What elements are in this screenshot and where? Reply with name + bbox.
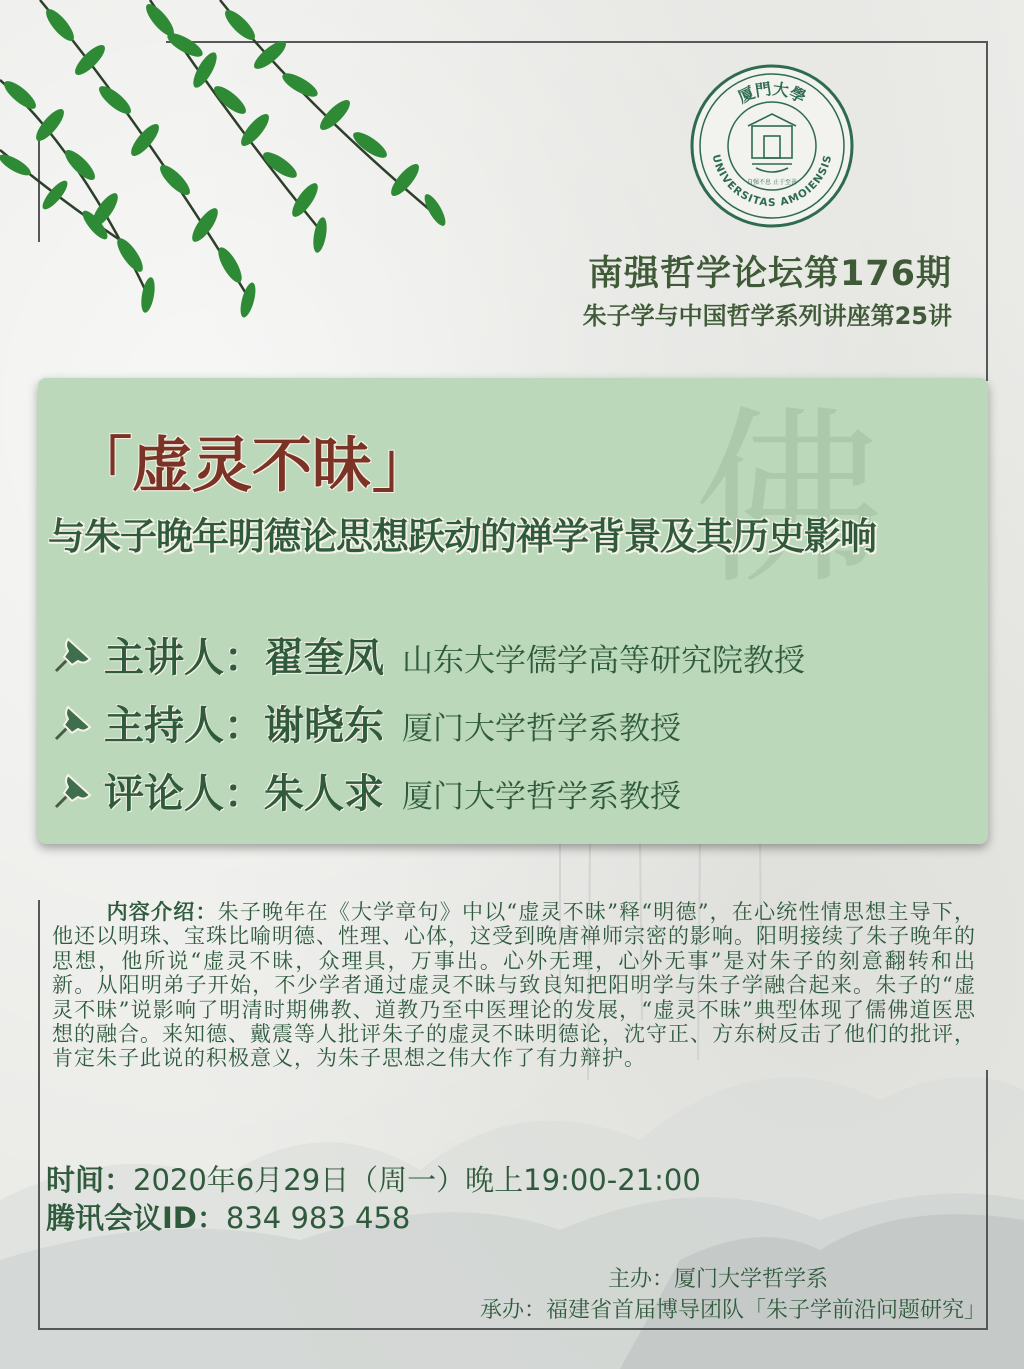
host-role-label: 主持人：	[104, 703, 264, 749]
commentator-name: 朱人求	[264, 771, 384, 817]
host-name: 谢晓东	[264, 703, 384, 749]
time-value: 2020年6月29日（周一）晚上19:00-21:00	[133, 1163, 701, 1197]
meeting-id-value: 834 983 458	[225, 1201, 411, 1235]
frame-right-line-lower	[986, 1070, 988, 1330]
meeting-id	[46, 1196, 410, 1237]
speaker-name: 翟奎凤	[264, 635, 384, 681]
host-title: 厦门大学哲学系教授	[402, 711, 681, 747]
content-introduction	[52, 900, 976, 1071]
commentator-title: 厦门大学哲学系教授	[402, 779, 681, 815]
pushpin-icon	[50, 767, 102, 815]
time-label: 时间：	[46, 1163, 134, 1197]
buddha-character-watermark: 佛	[663, 398, 884, 588]
speaker-title: 山东大学儒学高等研究院教授	[402, 643, 805, 679]
lecture-series-subtitle: 朱子学与中国哲学系列讲座第25讲	[582, 302, 952, 330]
event-time	[46, 1158, 701, 1199]
lecture-subtitle: 与朱子晚年明德论思想跃动的禅学背景及其历史影响	[48, 515, 876, 558]
commentator-row	[50, 762, 681, 819]
svg-text:UNIVERSITAS AMOIENSIS: UNIVERSITAS AMOIENSIS	[709, 153, 835, 210]
svg-text:自强不息 止于至善: 自强不息 止于至善	[747, 179, 797, 186]
undertaking-organizer: 承办：福建省首届博导团队「朱子学前沿问题研究」	[479, 1298, 986, 1323]
svg-text:厦門大學: 厦門大學	[735, 79, 809, 107]
intro-label: 内容介绍：	[106, 899, 218, 924]
commentator-role-label: 评论人：	[104, 771, 264, 817]
host-row	[50, 694, 681, 751]
lecture-info-panel	[38, 378, 988, 844]
frame-bottom-line	[38, 1328, 988, 1330]
frame-right-line-upper	[986, 41, 988, 381]
pushpin-icon	[50, 699, 102, 747]
university-seal-logo	[690, 64, 854, 228]
pushpin-icon	[50, 631, 102, 679]
willow-branch-illustration	[0, 0, 470, 330]
intro-text: 朱子晚年在《大学章句》中以“虚灵不昧”释“明德”，在心统性情思想主导下，他还以明珠、宝珠比喻明德、性理、心体，这受到晚唐禅师宗密的影响。阳明接续了朱子晚年的思想，他所说“虚灵不昧，众理具，万事出。心外无理，心外无事”是对朱子的刻意翻转和出新。从阳明弟子开始，不少学者通过虚灵不昧与致良知把阳明学与朱子学融合起来。朱子的“虚灵不昧”说影响了明清时期佛教、道教乃至中医理论的发展，“虚灵不昧”典型体现了儒佛道医思想的融合。来知德、戴震等人批评朱子的虚灵不昧明德论，沈守正、方东树反击了他们的批评，肯定朱子此说的积极意义，为朱子思想之伟大作了有力辩护。	[52, 900, 976, 1071]
host-organizer: 主办：厦门大学哲学系	[607, 1267, 828, 1292]
speaker-row	[50, 626, 805, 683]
frame-left-line-lower	[38, 900, 40, 1330]
forum-series-title: 南强哲学论坛第176期	[587, 254, 952, 294]
meeting-id-label: 腾讯会议ID：	[46, 1201, 226, 1235]
lecture-main-title: 「虚灵不昧」	[72, 431, 432, 501]
speaker-role-label: 主讲人：	[104, 635, 264, 681]
